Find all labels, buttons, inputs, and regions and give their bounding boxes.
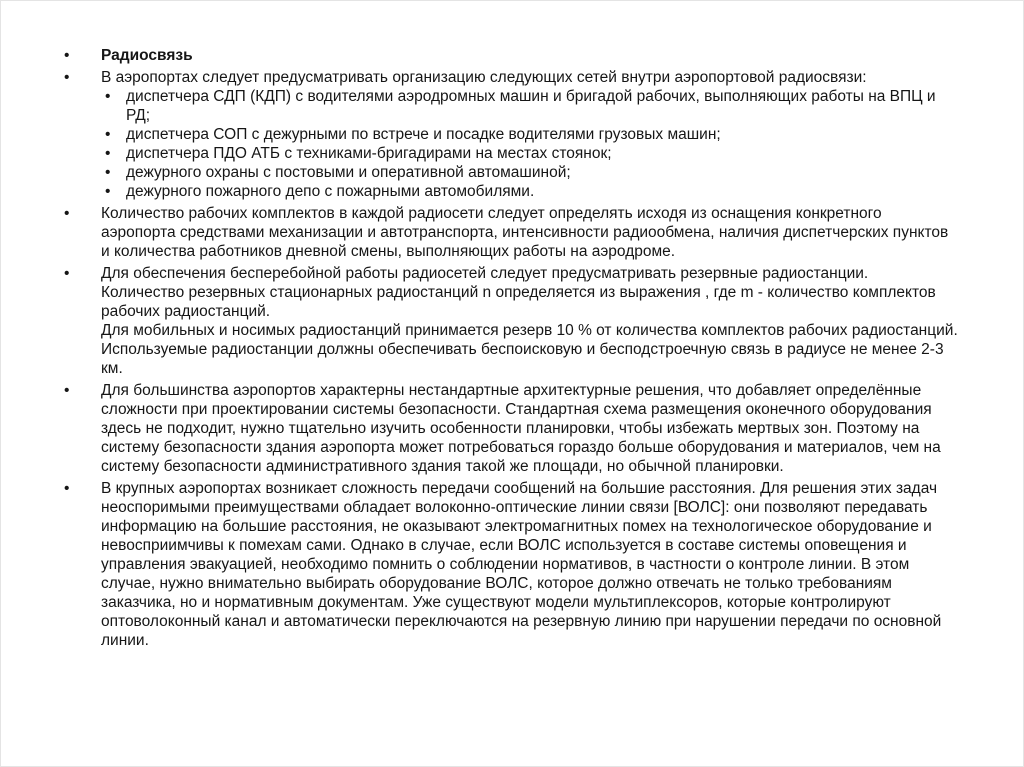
- network-item-guard: дежурного охраны с постовыми и оперативной автомашиной;: [126, 164, 571, 181]
- list-item-radio-title: [64, 46, 959, 65]
- network-item-fire-depot: дежурного пожарного депо с пожарными автомобилями.: [126, 183, 535, 200]
- bullet-icon: •: [105, 183, 111, 200]
- list-item-fiber-optics: [64, 479, 959, 650]
- network-item-sop: диспетчера СОП с дежурными по встрече и посадке водителями грузовых машин;: [126, 126, 721, 143]
- list-item-quantity: [64, 204, 959, 261]
- bullet-icon: •: [105, 126, 111, 143]
- list-item-reserve: [64, 264, 959, 378]
- networks-sublist: [105, 87, 959, 201]
- bullet-icon: •: [105, 145, 111, 162]
- bullet-icon: •: [64, 480, 70, 497]
- network-item-sdp: диспетчера СДП (КДП) с водителями аэродромных машин и бригадой рабочих, выполняющих работы на ВПЦ и РД;: [126, 88, 936, 124]
- list-item: [105, 87, 959, 125]
- paragraph-networks-intro: В аэропортах следует предусматривать организацию следующих сетей внутри аэропортовой радиосвязи:: [101, 69, 867, 86]
- paragraph-fiber-optics: В крупных аэропортах возникает сложность передачи сообщений на большие расстояния. Для решения этих задач неоспоримыми преимуществами обладает волоконно-оптические линии связи [ВОЛС]: они позволяют передавать информацию на большие расстояния, не оказывают электромагнитных помех на технологическое оборудование и невосприимчивы к помехам сами. Однако в случае, если ВОЛС используется в составе системы оповещения и управления эвакуацией, необходимо помнить о соблюдении нормативов, в частности о контроле линии. В этом случае, нужно внимательно выбирать оборудование ВОЛС, которое должно отвечать не только требованиям заказчика, но и нормативным документам. Уже существуют модели мультиплексоров, которые контролируют оптоволоконный канал и автоматически переключаются на резервную линию при нарушении передачи по основной линии.: [101, 480, 942, 649]
- section-title: Радиосвязь: [101, 47, 193, 64]
- bullet-icon: •: [105, 164, 111, 181]
- list-item-architecture: [64, 381, 959, 476]
- bullet-icon: •: [64, 265, 70, 282]
- bullet-list: [1, 1, 1023, 650]
- bullet-icon: •: [64, 47, 70, 64]
- bullet-icon: •: [64, 382, 70, 399]
- list-item: [105, 144, 959, 163]
- list-item: [105, 182, 959, 201]
- list-item-networks: [64, 68, 959, 201]
- list-item: [105, 163, 959, 182]
- bullet-icon: •: [64, 69, 70, 86]
- paragraph-reserve-3: Для мобильных и носимых радиостанций принимается резерв 10 % от количества комплектов рабочих радиостанций.: [101, 322, 958, 339]
- network-item-pdo: диспетчера ПДО АТБ с техниками-бригадирами на местах стоянок;: [126, 145, 612, 162]
- paragraph-reserve-2: Количество резервных стационарных радиостанций n определяется из выражения , где m - количество комплектов рабочих радиостанций.: [101, 284, 936, 320]
- paragraph-architecture: Для большинства аэропортов характерны нестандартные архитектурные решения, что добавляет определённые сложности при проектировании системы безопасности. Стандартная схема размещения оконечного оборудования здесь не подходит, нужно тщательно изучить особенности планировки, чтобы избежать мертвых зон. Поэтому на систему безопасности здания аэропорта может потребоваться гораздо больше оборудования и материалов, чем на систему безопасности административного здания такой же площади, но обычной планировки.: [101, 382, 941, 475]
- bullet-icon: •: [64, 205, 70, 222]
- paragraph-reserve-1: Для обеспечения бесперебойной работы радиосетей следует предусматривать резервные радиостанции.: [101, 265, 869, 282]
- paragraph-reserve-4: Используемые радиостанции должны обеспечивать беспоисковую и бесподстроечную связь в радиусе не менее 2-3 км.: [101, 341, 944, 377]
- list-item: [105, 125, 959, 144]
- paragraph-quantity: Количество рабочих комплектов в каждой радиосети следует определять исходя из оснащения конкретного аэропорта средствами механизации и автотранспорта, интенсивности радиообмена, наличия диспетчерских пунктов и количества работников дневной смены, выполняющих работы на аэродроме.: [101, 205, 949, 260]
- bullet-icon: •: [105, 88, 111, 105]
